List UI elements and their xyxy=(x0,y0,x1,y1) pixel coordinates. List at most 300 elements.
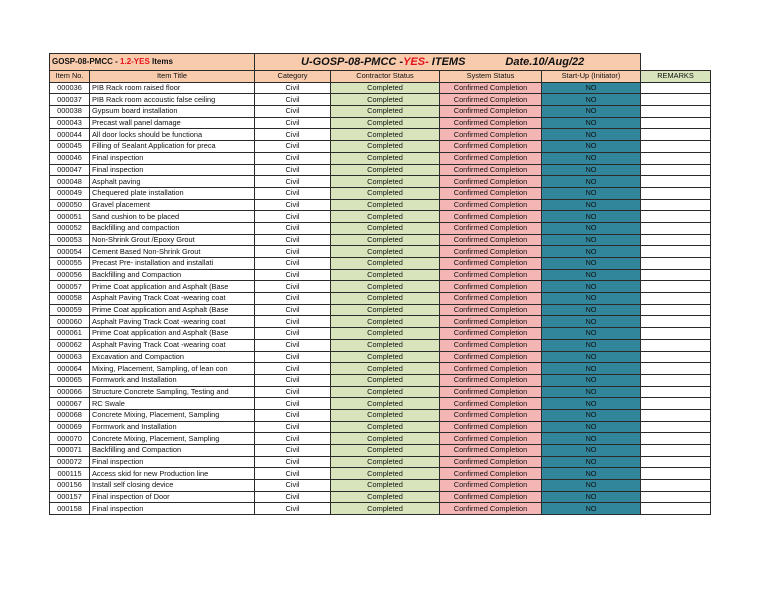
cell-system-status: Confirmed Completion xyxy=(440,316,542,328)
cell-item-no: 000115 xyxy=(50,468,90,480)
cell-system-status: Confirmed Completion xyxy=(440,491,542,503)
cell-item-title: Non-Shrink Grout /Epoxy Grout xyxy=(90,234,255,246)
cell-item-no: 000049 xyxy=(50,187,90,199)
cell-item-title: Chequered plate installation xyxy=(90,187,255,199)
cell-item-no: 000036 xyxy=(50,82,90,94)
cell-system-status: Confirmed Completion xyxy=(440,468,542,480)
cell-system-status: Confirmed Completion xyxy=(440,129,542,141)
cell-category: Civil xyxy=(255,176,331,188)
cell-startup: NO xyxy=(542,176,641,188)
cell-category: Civil xyxy=(255,374,331,386)
cell-startup: NO xyxy=(542,293,641,305)
cell-category: Civil xyxy=(255,480,331,492)
cell-startup: NO xyxy=(542,503,641,515)
cell-system-status: Confirmed Completion xyxy=(440,82,542,94)
cell-item-no: 000069 xyxy=(50,421,90,433)
banner-row xyxy=(50,54,711,71)
cell-item-title: Gypsum board installation xyxy=(90,106,255,118)
cell-category: Civil xyxy=(255,187,331,199)
cell-remarks xyxy=(641,187,711,199)
cell-system-status: Confirmed Completion xyxy=(440,94,542,106)
table-row xyxy=(50,480,711,492)
cell-remarks xyxy=(641,409,711,421)
table-row xyxy=(50,222,711,234)
cell-item-no: 000072 xyxy=(50,456,90,468)
cell-item-title: All door locks should be functiona xyxy=(90,129,255,141)
cell-contractor-status: Completed xyxy=(331,222,440,234)
cell-remarks xyxy=(641,398,711,410)
cell-startup: NO xyxy=(542,328,641,340)
cell-remarks xyxy=(641,316,711,328)
cell-startup: NO xyxy=(542,421,641,433)
table-row xyxy=(50,433,711,445)
cell-item-title: Gravel placement xyxy=(90,199,255,211)
cell-item-no: 000051 xyxy=(50,211,90,223)
cell-remarks xyxy=(641,293,711,305)
cell-system-status: Confirmed Completion xyxy=(440,281,542,293)
table-row xyxy=(50,234,711,246)
cell-item-no: 000045 xyxy=(50,141,90,153)
table-row xyxy=(50,363,711,375)
cell-startup: NO xyxy=(542,164,641,176)
table-row xyxy=(50,258,711,270)
cell-remarks xyxy=(641,374,711,386)
cell-category: Civil xyxy=(255,199,331,211)
cell-contractor-status: Completed xyxy=(331,281,440,293)
cell-startup: NO xyxy=(542,199,641,211)
cell-category: Civil xyxy=(255,281,331,293)
cell-startup: NO xyxy=(542,409,641,421)
cell-system-status: Confirmed Completion xyxy=(440,152,542,164)
cell-item-title: Final inspection of Door xyxy=(90,491,255,503)
cell-system-status: Confirmed Completion xyxy=(440,328,542,340)
table-row xyxy=(50,409,711,421)
cell-system-status: Confirmed Completion xyxy=(440,304,542,316)
cell-category: Civil xyxy=(255,269,331,281)
cell-remarks xyxy=(641,211,711,223)
cell-system-status: Confirmed Completion xyxy=(440,409,542,421)
cell-contractor-status: Completed xyxy=(331,176,440,188)
cell-remarks xyxy=(641,445,711,457)
cell-item-title: Final inspection xyxy=(90,503,255,515)
cell-remarks xyxy=(641,176,711,188)
cell-remarks xyxy=(641,269,711,281)
cell-item-no: 000054 xyxy=(50,246,90,258)
col-header-contractor-status: Contractor Status xyxy=(331,71,440,83)
cell-item-no: 000156 xyxy=(50,480,90,492)
cell-startup: NO xyxy=(542,468,641,480)
cell-startup: NO xyxy=(542,398,641,410)
cell-category: Civil xyxy=(255,316,331,328)
cell-system-status: Confirmed Completion xyxy=(440,374,542,386)
cell-remarks xyxy=(641,421,711,433)
cell-remarks xyxy=(641,199,711,211)
cell-item-no: 000062 xyxy=(50,339,90,351)
cell-contractor-status: Completed xyxy=(331,152,440,164)
table-row xyxy=(50,281,711,293)
cell-remarks xyxy=(641,281,711,293)
cell-category: Civil xyxy=(255,129,331,141)
cell-category: Civil xyxy=(255,491,331,503)
cell-contractor-status: Completed xyxy=(331,82,440,94)
cell-item-no: 000071 xyxy=(50,445,90,457)
cell-item-no: 000048 xyxy=(50,176,90,188)
cell-startup: NO xyxy=(542,129,641,141)
cell-category: Civil xyxy=(255,94,331,106)
cell-system-status: Confirmed Completion xyxy=(440,480,542,492)
cell-category: Civil xyxy=(255,421,331,433)
cell-remarks xyxy=(641,141,711,153)
cell-item-title: Access skid for new Production line xyxy=(90,468,255,480)
cell-remarks xyxy=(641,386,711,398)
table-row xyxy=(50,421,711,433)
cell-category: Civil xyxy=(255,211,331,223)
cell-system-status: Confirmed Completion xyxy=(440,222,542,234)
cell-startup: NO xyxy=(542,351,641,363)
cell-category: Civil xyxy=(255,293,331,305)
cell-category: Civil xyxy=(255,164,331,176)
table-row xyxy=(50,117,711,129)
cell-remarks xyxy=(641,304,711,316)
cell-item-no: 000053 xyxy=(50,234,90,246)
cell-category: Civil xyxy=(255,433,331,445)
cell-contractor-status: Completed xyxy=(331,187,440,199)
cell-remarks xyxy=(641,480,711,492)
cell-contractor-status: Completed xyxy=(331,269,440,281)
cell-category: Civil xyxy=(255,468,331,480)
cell-startup: NO xyxy=(542,316,641,328)
cell-contractor-status: Completed xyxy=(331,199,440,211)
table-row xyxy=(50,152,711,164)
cell-startup: NO xyxy=(542,106,641,118)
cell-remarks xyxy=(641,339,711,351)
banner-left-highlight: 1.2-YES xyxy=(120,57,150,66)
cell-item-title: Cement Based Non-Shrink Grout xyxy=(90,246,255,258)
cell-remarks xyxy=(641,117,711,129)
cell-remarks xyxy=(641,129,711,141)
cell-contractor-status: Completed xyxy=(331,503,440,515)
cell-category: Civil xyxy=(255,222,331,234)
cell-system-status: Confirmed Completion xyxy=(440,433,542,445)
cell-item-title: Precast Pre- installation and installati xyxy=(90,258,255,270)
cell-contractor-status: Completed xyxy=(331,351,440,363)
table-row xyxy=(50,398,711,410)
cell-item-title: PIB Rack room accoustic false ceiling xyxy=(90,94,255,106)
col-header-remarks: REMARKS xyxy=(641,71,711,83)
cell-contractor-status: Completed xyxy=(331,421,440,433)
banner-blank xyxy=(641,54,711,71)
cell-item-title: Asphalt Paving Track Coat -wearing coat xyxy=(90,293,255,305)
table-row xyxy=(50,491,711,503)
cell-contractor-status: Completed xyxy=(331,246,440,258)
cell-startup: NO xyxy=(542,141,641,153)
cell-system-status: Confirmed Completion xyxy=(440,106,542,118)
cell-startup: NO xyxy=(542,386,641,398)
cell-item-no: 000061 xyxy=(50,328,90,340)
banner-left-prefix: GOSP-08-PMCC - xyxy=(52,57,121,66)
cell-item-title: Precast wall panel damage xyxy=(90,117,255,129)
cell-startup: NO xyxy=(542,480,641,492)
cell-contractor-status: Completed xyxy=(331,304,440,316)
cell-category: Civil xyxy=(255,234,331,246)
cell-item-no: 000158 xyxy=(50,503,90,515)
cell-item-title: Final inspection xyxy=(90,152,255,164)
table-row xyxy=(50,129,711,141)
cell-system-status: Confirmed Completion xyxy=(440,456,542,468)
cell-category: Civil xyxy=(255,339,331,351)
cell-contractor-status: Completed xyxy=(331,491,440,503)
cell-system-status: Confirmed Completion xyxy=(440,503,542,515)
banner-main-highlight: YES- xyxy=(403,56,429,68)
items-table xyxy=(49,53,711,515)
cell-item-no: 000044 xyxy=(50,129,90,141)
cell-contractor-status: Completed xyxy=(331,456,440,468)
table-row xyxy=(50,503,711,515)
header-row xyxy=(50,71,711,83)
cell-item-title: Excavation and Compaction xyxy=(90,351,255,363)
cell-system-status: Confirmed Completion xyxy=(440,164,542,176)
cell-item-title: Backfilling and compaction xyxy=(90,222,255,234)
cell-item-title: Asphalt paving xyxy=(90,176,255,188)
cell-item-no: 000063 xyxy=(50,351,90,363)
cell-contractor-status: Completed xyxy=(331,141,440,153)
cell-contractor-status: Completed xyxy=(331,117,440,129)
cell-startup: NO xyxy=(542,117,641,129)
cell-remarks xyxy=(641,258,711,270)
cell-item-no: 000046 xyxy=(50,152,90,164)
cell-startup: NO xyxy=(542,445,641,457)
cell-startup: NO xyxy=(542,339,641,351)
cell-category: Civil xyxy=(255,503,331,515)
cell-system-status: Confirmed Completion xyxy=(440,269,542,281)
col-header-category: Category xyxy=(255,71,331,83)
cell-startup: NO xyxy=(542,222,641,234)
cell-item-title: Prime Coat application and Asphalt (Base xyxy=(90,328,255,340)
cell-item-title: Sand cushion to be placed xyxy=(90,211,255,223)
cell-item-title: Filling of Sealant Application for preca xyxy=(90,141,255,153)
cell-startup: NO xyxy=(542,94,641,106)
cell-startup: NO xyxy=(542,433,641,445)
cell-contractor-status: Completed xyxy=(331,106,440,118)
cell-remarks xyxy=(641,468,711,480)
cell-item-no: 000043 xyxy=(50,117,90,129)
cell-system-status: Confirmed Completion xyxy=(440,386,542,398)
cell-item-title: Concrete Mixing, Placement, Sampling xyxy=(90,433,255,445)
table-row xyxy=(50,374,711,386)
cell-category: Civil xyxy=(255,304,331,316)
banner-main-items: ITEMS xyxy=(428,56,466,68)
cell-item-title: RC Swale xyxy=(90,398,255,410)
table-row xyxy=(50,106,711,118)
cell-system-status: Confirmed Completion xyxy=(440,445,542,457)
cell-contractor-status: Completed xyxy=(331,293,440,305)
cell-item-no: 000038 xyxy=(50,106,90,118)
cell-contractor-status: Completed xyxy=(331,409,440,421)
cell-system-status: Confirmed Completion xyxy=(440,199,542,211)
cell-item-title: Asphalt Paving Track Coat -wearing coat xyxy=(90,316,255,328)
banner-left-title xyxy=(50,54,255,71)
cell-startup: NO xyxy=(542,363,641,375)
cell-startup: NO xyxy=(542,374,641,386)
table-row xyxy=(50,141,711,153)
cell-startup: NO xyxy=(542,304,641,316)
cell-remarks xyxy=(641,234,711,246)
table-row xyxy=(50,339,711,351)
cell-item-no: 000055 xyxy=(50,258,90,270)
cell-item-no: 000060 xyxy=(50,316,90,328)
cell-remarks xyxy=(641,433,711,445)
cell-system-status: Confirmed Completion xyxy=(440,187,542,199)
cell-system-status: Confirmed Completion xyxy=(440,363,542,375)
cell-contractor-status: Completed xyxy=(331,386,440,398)
cell-contractor-status: Completed xyxy=(331,234,440,246)
table-row xyxy=(50,187,711,199)
cell-contractor-status: Completed xyxy=(331,445,440,457)
cell-item-no: 000037 xyxy=(50,94,90,106)
cell-system-status: Confirmed Completion xyxy=(440,141,542,153)
cell-startup: NO xyxy=(542,258,641,270)
cell-startup: NO xyxy=(542,152,641,164)
cell-item-no: 000070 xyxy=(50,433,90,445)
cell-item-title: PIB Rack room raised floor xyxy=(90,82,255,94)
table-row xyxy=(50,246,711,258)
cell-startup: NO xyxy=(542,187,641,199)
cell-category: Civil xyxy=(255,409,331,421)
banner-main-prefix: U-GOSP-08-PMCC - xyxy=(301,56,404,68)
cell-item-title: Prime Coat application and Asphalt (Base xyxy=(90,281,255,293)
cell-system-status: Confirmed Completion xyxy=(440,117,542,129)
table-row xyxy=(50,211,711,223)
cell-item-no: 000059 xyxy=(50,304,90,316)
table-row xyxy=(50,468,711,480)
cell-contractor-status: Completed xyxy=(331,328,440,340)
cell-startup: NO xyxy=(542,82,641,94)
cell-item-title: Concrete Mixing, Placement, Sampling xyxy=(90,409,255,421)
cell-item-no: 000050 xyxy=(50,199,90,211)
cell-category: Civil xyxy=(255,106,331,118)
cell-remarks xyxy=(641,164,711,176)
cell-item-no: 000057 xyxy=(50,281,90,293)
cell-remarks xyxy=(641,222,711,234)
cell-category: Civil xyxy=(255,456,331,468)
cell-contractor-status: Completed xyxy=(331,164,440,176)
cell-remarks xyxy=(641,246,711,258)
cell-startup: NO xyxy=(542,234,641,246)
banner-main-title xyxy=(255,54,641,71)
cell-contractor-status: Completed xyxy=(331,339,440,351)
cell-system-status: Confirmed Completion xyxy=(440,234,542,246)
cell-contractor-status: Completed xyxy=(331,129,440,141)
cell-item-no: 000064 xyxy=(50,363,90,375)
cell-contractor-status: Completed xyxy=(331,480,440,492)
cell-item-title: Asphalt Paving Track Coat -wearing coat xyxy=(90,339,255,351)
cell-item-no: 000157 xyxy=(50,491,90,503)
cell-remarks xyxy=(641,328,711,340)
cell-category: Civil xyxy=(255,386,331,398)
cell-contractor-status: Completed xyxy=(331,374,440,386)
table-row xyxy=(50,328,711,340)
cell-remarks xyxy=(641,106,711,118)
cell-contractor-status: Completed xyxy=(331,316,440,328)
cell-contractor-status: Completed xyxy=(331,398,440,410)
cell-item-title: Structure Concrete Sampling, Testing and xyxy=(90,386,255,398)
cell-category: Civil xyxy=(255,398,331,410)
table-row xyxy=(50,351,711,363)
cell-startup: NO xyxy=(542,269,641,281)
cell-category: Civil xyxy=(255,82,331,94)
cell-category: Civil xyxy=(255,258,331,270)
cell-startup: NO xyxy=(542,246,641,258)
cell-item-title: Final inspection xyxy=(90,456,255,468)
col-header-system-status: System Status xyxy=(440,71,542,83)
cell-item-title: Install self closing device xyxy=(90,480,255,492)
cell-category: Civil xyxy=(255,141,331,153)
table-row xyxy=(50,386,711,398)
cell-remarks xyxy=(641,82,711,94)
cell-category: Civil xyxy=(255,246,331,258)
cell-contractor-status: Completed xyxy=(331,433,440,445)
cell-item-title: Formwork and Installation xyxy=(90,421,255,433)
table-row xyxy=(50,456,711,468)
cell-contractor-status: Completed xyxy=(331,94,440,106)
cell-item-no: 000058 xyxy=(50,293,90,305)
cell-category: Civil xyxy=(255,351,331,363)
cell-category: Civil xyxy=(255,363,331,375)
cell-contractor-status: Completed xyxy=(331,363,440,375)
cell-remarks xyxy=(641,351,711,363)
cell-system-status: Confirmed Completion xyxy=(440,398,542,410)
cell-item-no: 000067 xyxy=(50,398,90,410)
cell-category: Civil xyxy=(255,152,331,164)
cell-startup: NO xyxy=(542,491,641,503)
cell-remarks xyxy=(641,94,711,106)
table-row xyxy=(50,304,711,316)
cell-item-no: 000066 xyxy=(50,386,90,398)
cell-item-no: 000065 xyxy=(50,374,90,386)
cell-item-title: Final inspection xyxy=(90,164,255,176)
banner-date: Date.10/Aug/22 xyxy=(505,56,585,68)
banner-left-suffix: Items xyxy=(149,57,173,66)
table-row xyxy=(50,176,711,188)
cell-system-status: Confirmed Completion xyxy=(440,246,542,258)
table-row xyxy=(50,293,711,305)
cell-item-title: Backfilling and Compaction xyxy=(90,269,255,281)
cell-item-title: Backfilling and Compaction xyxy=(90,445,255,457)
cell-remarks xyxy=(641,152,711,164)
table-row xyxy=(50,82,711,94)
cell-item-no: 000056 xyxy=(50,269,90,281)
cell-remarks xyxy=(641,456,711,468)
cell-system-status: Confirmed Completion xyxy=(440,351,542,363)
cell-startup: NO xyxy=(542,211,641,223)
cell-startup: NO xyxy=(542,281,641,293)
table-row xyxy=(50,316,711,328)
table-row xyxy=(50,445,711,457)
cell-system-status: Confirmed Completion xyxy=(440,339,542,351)
cell-item-title: Formwork and Installation xyxy=(90,374,255,386)
table-row xyxy=(50,269,711,281)
cell-system-status: Confirmed Completion xyxy=(440,293,542,305)
cell-item-no: 000047 xyxy=(50,164,90,176)
col-header-startup: Start-Up (Initiator) xyxy=(542,71,641,83)
cell-system-status: Confirmed Completion xyxy=(440,211,542,223)
cell-contractor-status: Completed xyxy=(331,258,440,270)
col-header-item-title: Item Title xyxy=(90,71,255,83)
cell-system-status: Confirmed Completion xyxy=(440,258,542,270)
cell-contractor-status: Completed xyxy=(331,468,440,480)
table-row xyxy=(50,94,711,106)
cell-remarks xyxy=(641,503,711,515)
